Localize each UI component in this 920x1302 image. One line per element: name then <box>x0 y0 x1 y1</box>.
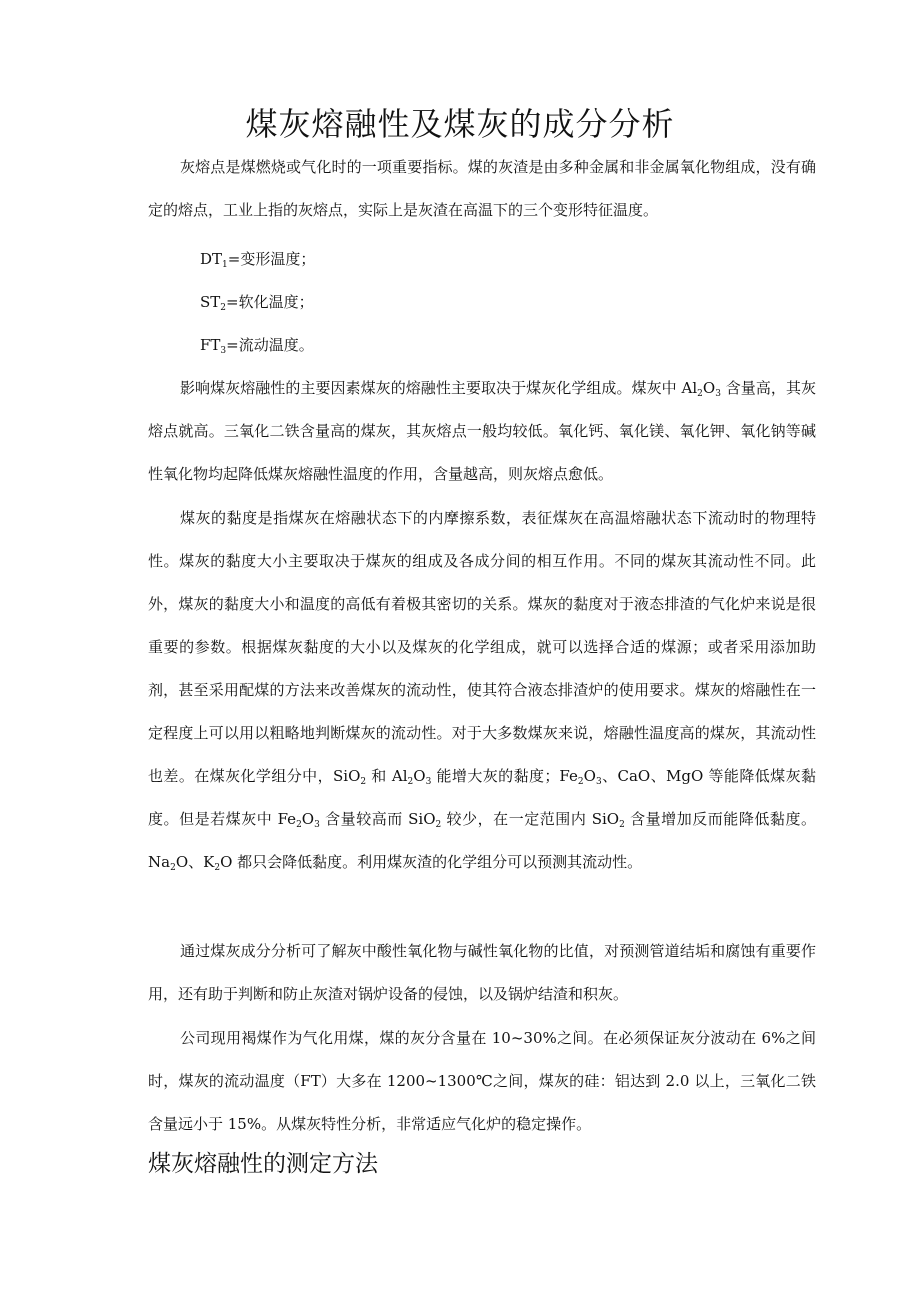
definition-index: 3 <box>220 346 227 356</box>
influence-paragraph <box>148 367 816 496</box>
subscript: 2 <box>296 820 302 830</box>
text-run: 都只会降低黏度。利用煤灰渣的化学组分可以预测其流动性。 <box>232 853 643 871</box>
text-run: O <box>583 767 596 785</box>
formula-al2o3 <box>682 379 721 397</box>
subscript: 3 <box>595 777 602 787</box>
text-run: SiO <box>333 767 361 785</box>
subscript: 2 <box>407 777 414 787</box>
definition-st <box>200 281 314 324</box>
subscript: 2 <box>360 777 367 787</box>
subscript: 2 <box>619 820 625 830</box>
text-run: 较少，在一定范围内 <box>441 810 592 828</box>
text-run: 和 <box>366 767 392 785</box>
text-run: O <box>702 379 716 397</box>
text-run: SiO <box>591 810 620 828</box>
text-run: 、 <box>188 853 204 871</box>
definition-abbr: DT <box>200 250 223 268</box>
subscript: 2 <box>214 863 221 873</box>
intro-paragraph: 灰熔点是煤燃烧或气化时的一项重要指标。煤的灰渣是由多种金属和非金属氧化物组成，没有确定的熔点，工业上指的灰熔点，实际上是灰渣在高温下的三个变形特征温度。 <box>148 158 816 219</box>
formula-k2o <box>203 853 232 871</box>
definition-abbr: ST <box>200 293 221 311</box>
document-title: 煤灰熔融性及煤灰的成分分析 <box>245 105 675 143</box>
subscript: 2 <box>170 863 176 873</box>
section-title: 煤灰熔融性的测定方法 <box>148 1151 378 1177</box>
text-run: Fe <box>559 767 578 785</box>
subscript: 2 <box>697 389 703 399</box>
subscript: 3 <box>425 777 432 787</box>
formula-fe2o3 <box>559 767 601 785</box>
text-run: 能增大灰的黏度； <box>431 767 560 785</box>
subscript: 3 <box>715 389 721 399</box>
text-run: O <box>301 810 315 828</box>
text-run: 、CaO、MgO 等能降低煤灰黏度。但是若煤灰中 <box>148 767 816 828</box>
text-run: 影响煤灰熔融性的主要因素煤灰的熔融性主要取决于煤灰化学组成。煤灰中 <box>180 379 682 397</box>
company-paragraph: 公司现用褐煤作为气化用煤，煤的灰分含量在 10~30%之间。在必须保证灰分波动在 6%之间时，煤灰的流动温度（FT）大多在 1200~1300℃之间，煤灰的硅：铝达到 2.0 以上，三氧化二铁含量远小于 15%。从煤灰特性分析，非常适应气化炉的稳定操作。 <box>148 1029 816 1133</box>
text-run: O <box>413 767 426 785</box>
text-run: K <box>203 853 215 871</box>
formula-sio2 <box>592 810 625 828</box>
formula-al2o3 <box>392 767 431 785</box>
definition-abbr: FT <box>200 336 221 354</box>
definition-text: =流动温度。 <box>226 336 314 354</box>
formula-sio2 <box>333 767 366 785</box>
formula-na2o <box>148 853 188 871</box>
subscript: 2 <box>435 820 442 830</box>
subscript: 2 <box>577 777 584 787</box>
definition-index: 1 <box>222 260 228 270</box>
text-run: 含量高，其灰熔点就高。三氧化二铁含量高的煤灰，其灰熔点一般均较低。氧化钙、氧化镁、氧化钾、氧化钠等碱性氧化物均起降低煤灰熔融性温度的作用，含量越高，则灰熔点愈低。 <box>148 379 816 483</box>
definition-text: =变形温度； <box>227 250 316 268</box>
text-run: Fe <box>277 810 297 828</box>
analysis-paragraph: 通过煤灰成分分析可了解灰中酸性氧化物与碱性氧化物的比值，对预测管道结垢和腐蚀有重要作用，还有助于判断和防止灰渣对锅炉设备的侵蚀，以及锅炉结渣和积灰。 <box>148 942 816 1003</box>
definition-ft <box>200 324 314 367</box>
definition-text: =软化温度； <box>226 293 314 311</box>
definition-dt <box>200 238 315 281</box>
text-run: 含量较高而 <box>319 810 409 828</box>
text-run: O <box>175 853 189 871</box>
formula-fe2o3 <box>278 810 320 828</box>
text-run: O <box>220 853 233 871</box>
text-run: Al <box>681 379 698 397</box>
definition-index: 2 <box>220 303 227 313</box>
text-run: 含量增加反而能降低黏度。 <box>624 810 816 828</box>
formula-sio2 <box>408 810 441 828</box>
subscript: 3 <box>314 820 320 830</box>
text-run: Al <box>391 767 408 785</box>
text-run: Na <box>148 853 171 871</box>
viscosity-paragraph <box>148 497 816 884</box>
text-run: 煤灰的黏度是指煤灰在熔融状态下的内摩擦系数，表征煤灰在高温熔融状态下流动时的物理特性。煤灰的黏度大小主要取决于煤灰的组成及各成分间的相互作用。不同的煤灰其流动性不同。此外，煤灰的黏度大小和温度的高低有着极其密切的关系。煤灰的黏度对于液态排渣的气化炉来说是很重要的参数。根据煤灰黏度的大小以及煤灰的化学组成，就可以选择合适的煤源；或者采用添加助剂，甚至采用配煤的方法来改善煤灰的流动性，使其符合液态排渣炉的使用要求。煤灰的熔融性在一定程度上可以用以粗略地判断煤灰的流动性。对于大多数煤灰来说，熔融性温度高的煤灰，其流动性也差。在煤灰化学组分中， <box>148 509 816 785</box>
text-run: SiO <box>408 810 436 828</box>
